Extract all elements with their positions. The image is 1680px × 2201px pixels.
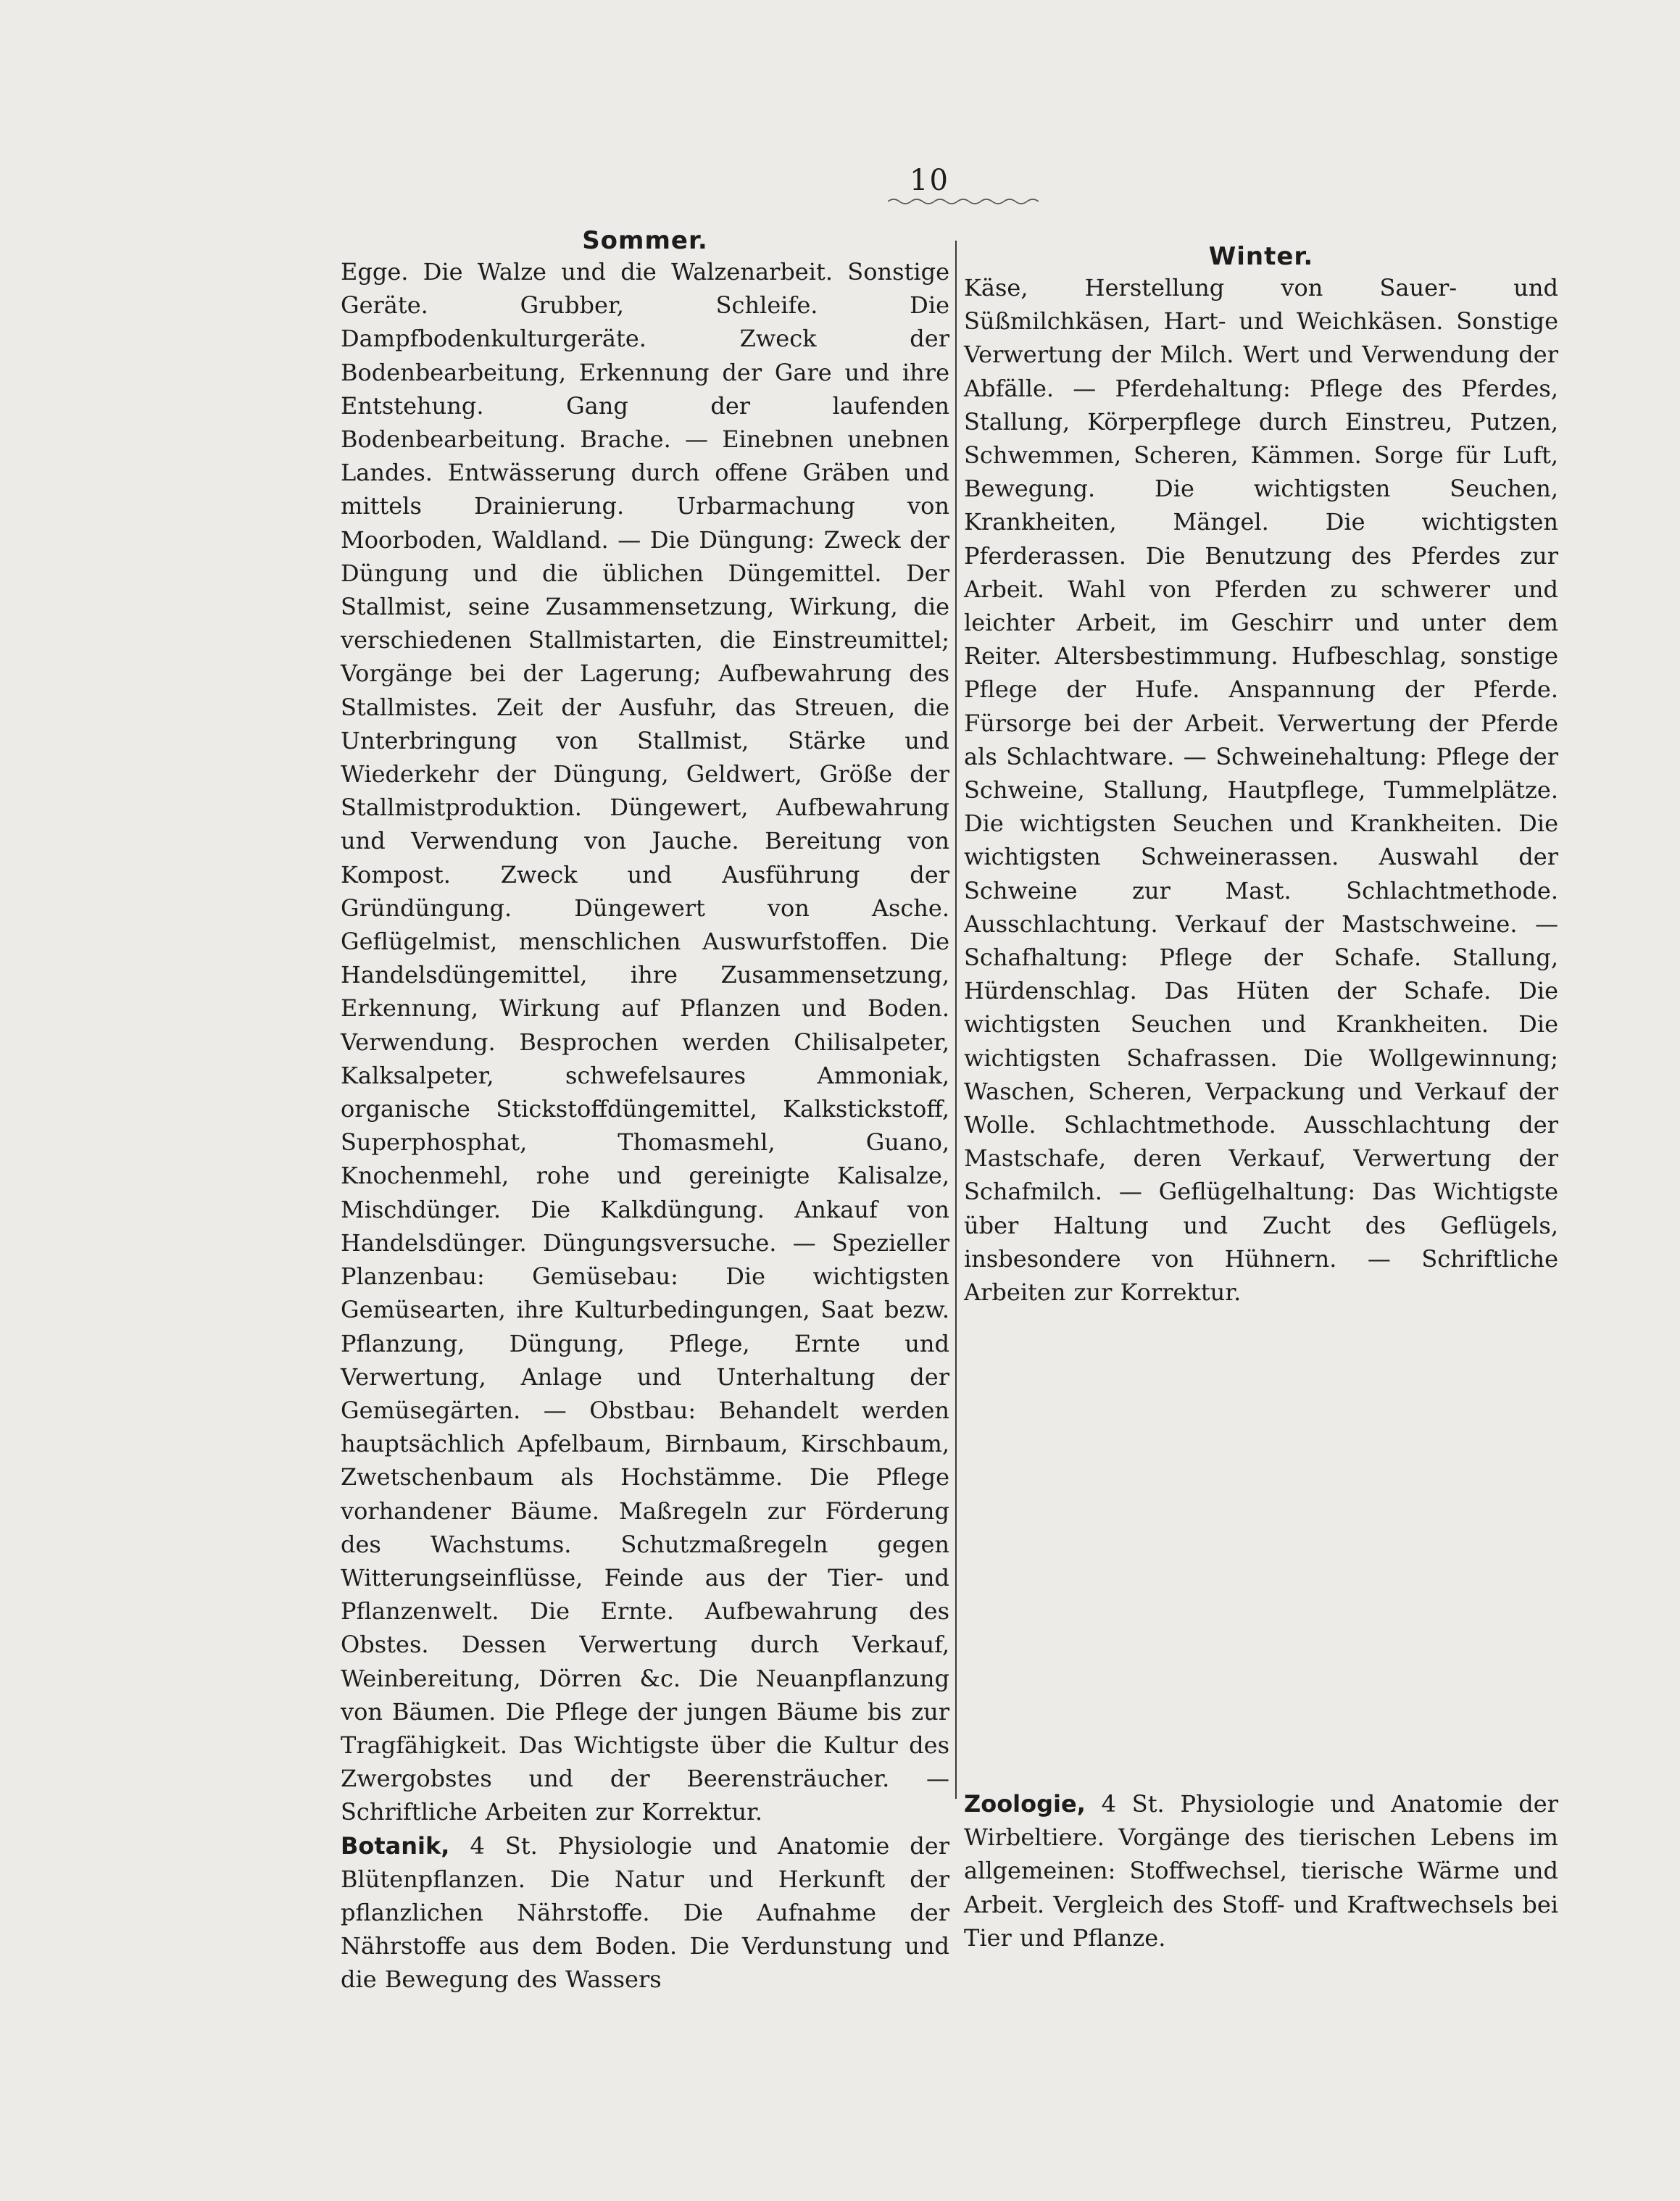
right-column-heading: Winter. [1208, 242, 1314, 271]
column-divider [955, 241, 957, 1799]
left-column-heading: Sommer. [582, 226, 708, 255]
subject-botanik: Botanik, [341, 1831, 450, 1860]
page-number: 10 [910, 164, 949, 197]
right-subject-block [964, 1787, 1558, 1955]
ornament-divider [888, 197, 1040, 206]
right-column-text: Käse, Herstellung von Sauer- und Süßmilchkäsen, Hart- und Weichkäsen. Sonstige Verwertung der Milch. Wert und Verwendung der Abfälle. — Pferdehaltung: Pflege des Pferdes, Stallung, Körperpflege durch Einstreu, Putzen, Schwemmen, Scheren, Kämmen. Sorge für Luft, Bewegung. Die wichtigsten Seuchen, Krankheiten, Mängel. Die wichtigsten Pferderassen. Die Benutzung des Pferdes zur Arbeit. Wahl von Pferden zu schwerer und leichter Arbeit, im Geschirr und unter dem Reiter. Altersbestimmung. Hufbeschlag, sonstige Pflege der Hufe. Anspannung der Pferde. Fürsorge bei der Arbeit. Verwertung der Pferde als Schlachtware. — Schweinehaltung: Pflege der Schweine, Stallung, Hautpflege, Tummelplätze. Die wichtigsten Seuchen und Krankheiten. Die wichtigsten Schweinerassen. Auswahl der Schweine zur Mast. Schlachtmethode. Ausschlachtung. Verkauf der Mastschweine. — Schafhaltung: Pflege der Schafe. Stallung, Hürdenschlag. Das Hüten der Schafe. Die wichtigsten Seuchen und Krankheiten. Die wichtigsten Schafrassen. Die Wollgewinnung; Waschen, Scheren, Verpackung und Verkauf der Wolle. Schlachtmethode. Ausschlachtung der Mastschafe, deren Verkauf, Verwertung der Schafmilch. — Geflügelhaltung: Das Wichtigste über Haltung und Zucht des Geflügels, insbesondere von Hühnern. — Schriftliche Arbeiten zur Korrektur. [964, 274, 1558, 1307]
right-subject-paragraph [964, 1787, 1558, 1955]
zoologie-text: 4 St. Physiologie und Anatomie der Wirbeltiere. Vorgänge des tierischen Lebens im allgemeinen: Stoffwechsel, tierische Wärme und Arbeit. Vergleich des Stoff- und Kraftwechsels bei Tier und Pflanze. [964, 1790, 1558, 1952]
subject-zoologie: Zoologie, [964, 1790, 1086, 1818]
right-column [964, 242, 1558, 1309]
left-column-text: Egge. Die Walze und die Walzenarbeit. Sonstige Geräte. Grubber, Schleife. Die Dampfbodenkulturgeräte. Zweck der Bodenbearbeitung, Erkennung der Gare und ihre Entstehung. Gang der laufenden Bodenbearbeitung. Brache. — Einebnen unebnen Landes. Entwässerung durch offene Gräben und mittels Drainierung. Urbarmachung von Moorboden, Waldland. — Die Düngung: Zweck der Düngung und die üblichen Düngemittel. Der Stallmist, seine Zusammensetzung, Wirkung, die verschiedenen Stallmistarten, die Einstreumittel; Vorgänge bei der Lagerung; Aufbewahrung des Stallmistes. Zeit der Ausfuhr, das Streuen, die Unterbringung von Stallmist, Stärke und Wiederkehr der Düngung, Geldwert, Größe der Stallmistproduktion. Düngewert, Aufbewahrung und Verwendung von Jauche. Bereitung von Kompost. Zweck und Ausführung der Gründüngung. Düngewert von Asche. Geflügelmist, menschlichen Auswurfstoffen. Die Handelsdüngemittel, ihre Zusammensetzung, Erkennung, Wirkung auf Pflanzen und Boden. Verwendung. Besprochen werden Chilisalpeter, Kalksalpeter, schwefelsaures Ammoniak, organische Stickstoffdüngemittel, Kalkstickstoff, Superphosphat, Thomasmehl, Guano, Knochenmehl, rohe und gereinigte Kalisalze, Mischdünger. Die Kalkdüngung. Ankauf von Handelsdünger. Düngungsversuche. — Spezieller Planzenbau: Gemüsebau: Die wichtigsten Gemüsearten, ihre Kulturbedingungen, Saat bezw. Pflanzung, Düngung, Pflege, Ernte und Verwertung, Anlage und Unterhaltung der Gemüsegärten. — Obstbau: Behandelt werden hauptsächlich Apfelbaum, Birnbaum, Kirschbaum, Zwetschenbaum als Hochstämme. Die Pflege vorhandener Bäume. Maßregeln zur Förderung des Wachstums. Schutzmaßregeln gegen Witterungseinflüsse, Feinde aus der Tier- und Pflanzenwelt. Die Ernte. Aufbewahrung des Obstes. Dessen Verwertung durch Verkauf, Weinbereitung, Dörren &c. Die Neuanpflanzung von Bäumen. Die Pflege der jungen Bäume bis zur Tragfähigkeit. Das Wichtigste über die Kultur des Zwergobstes und der Beerensträucher. — Schriftliche Arbeiten zur Korrektur. [341, 258, 949, 1826]
left-column [341, 226, 949, 1997]
botanik-text: 4 St. Physiologie und Anatomie der Blütenpflanzen. Die Natur und Herkunft der pflanzlichen Nährstoffe. Die Aufnahme der Nährstoffe aus dem Boden. Die Verdunstung und die Bewegung des Wassers [341, 1831, 949, 1994]
left-subject-paragraph [341, 1829, 949, 1997]
